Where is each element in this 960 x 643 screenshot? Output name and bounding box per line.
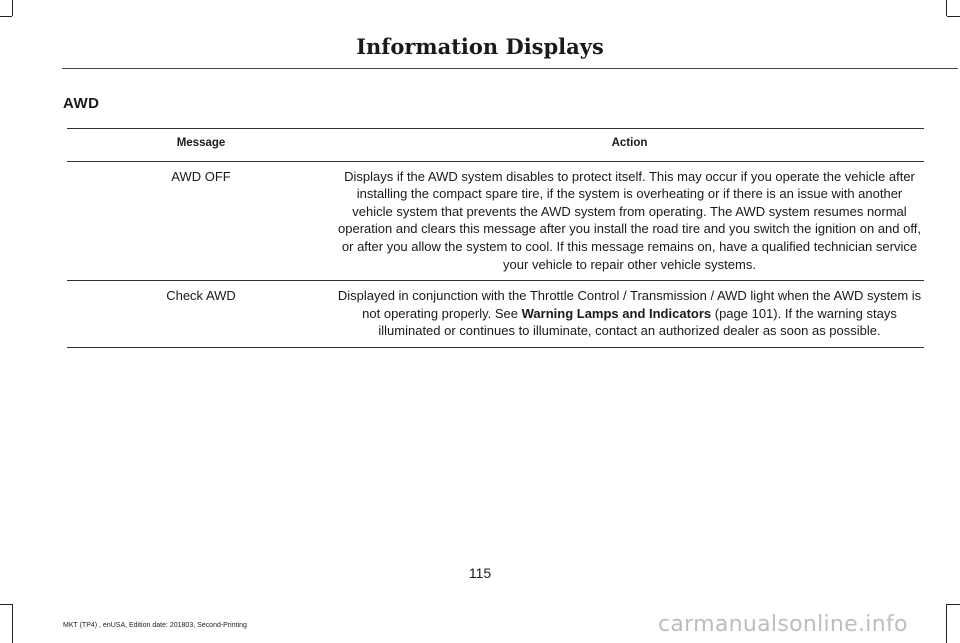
action-cell: Displays if the AWD system disables to protect itself. This may occur if you operate the vehicle after installing the compact spare tire, if the system is overheating or if there is an issue with another vehicle system that prevents the AWD system from operating. The AWD system resumes normal operation and clears this message after you install the road tire and you switch the ignition on and off, or after you allow the system to cool. If this message remains on, have a qualified technician service your vehicle to repair other vehicle systems. — [335, 161, 924, 281]
crop-mark-top-left-horizontal — [0, 16, 12, 17]
crop-mark-top-left-vertical — [12, 0, 13, 16]
header-divider — [62, 68, 958, 69]
watermark: carmanualsonline.info — [658, 612, 908, 637]
edition-info: MKT (TP4) , enUSA, Edition date: 201803, Second-Printing — [63, 622, 247, 629]
page-header-title: Information Displays — [356, 34, 604, 59]
crop-mark-top-right-horizontal — [947, 16, 960, 17]
crop-mark-bottom-right-vertical — [946, 604, 947, 643]
page-number: 115 — [468, 565, 492, 581]
action-text-before: Displayed in conjunction with the Throttle Control / Transmission / AWD light when the AWD system is not operating properly. See — [337, 288, 922, 321]
section-heading: AWD — [63, 95, 100, 112]
action-cell — [335, 281, 924, 348]
messages-table — [67, 128, 924, 348]
table-row — [67, 281, 924, 348]
cross-reference-link[interactable]: Warning Lamps and Indicators — [521, 305, 712, 321]
crop-mark-bottom-left-horizontal — [0, 604, 12, 605]
message-cell: Check AWD — [67, 281, 335, 348]
column-header-action: Action — [335, 129, 924, 162]
table-header-row — [67, 129, 924, 162]
crop-mark-top-right-vertical — [946, 0, 947, 16]
column-header-message: Message — [67, 129, 335, 162]
table-row — [67, 161, 924, 281]
crop-mark-bottom-right-horizontal — [947, 604, 960, 605]
message-cell: AWD OFF — [67, 161, 335, 281]
crop-mark-bottom-left-vertical — [12, 604, 13, 643]
action-text-after: (page 101). If the warning stays illuminated or continues to illuminate, contact an authorized dealer as soon as possible. — [378, 305, 897, 339]
